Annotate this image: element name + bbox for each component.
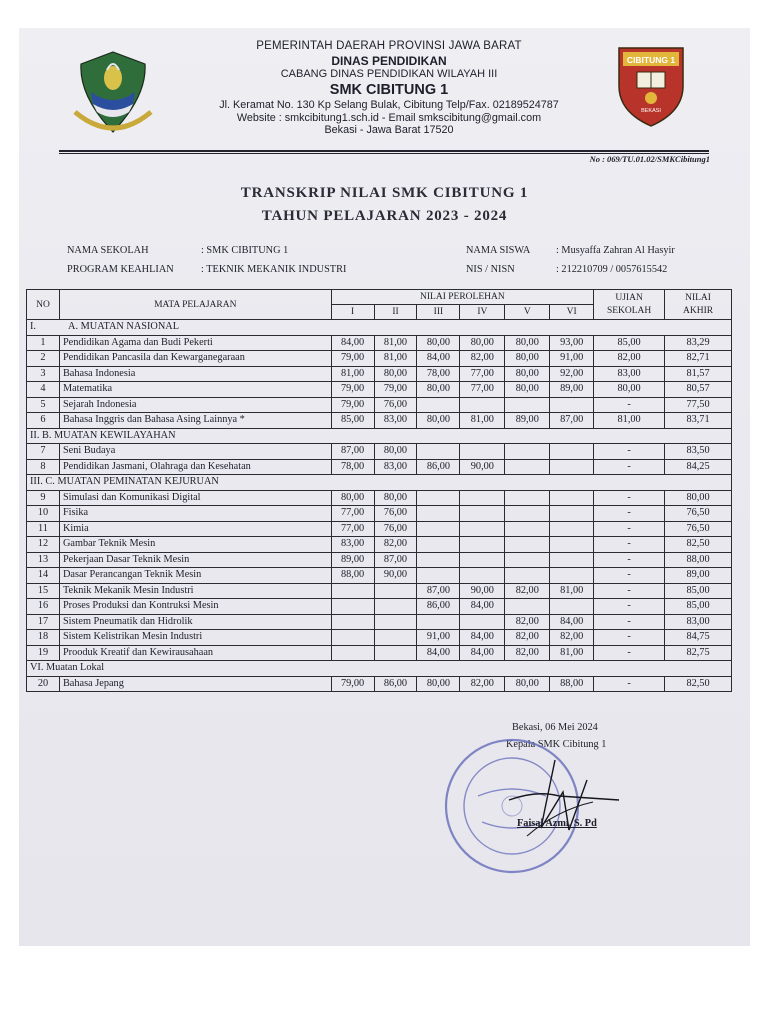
header-final-score-line1: NILAI — [685, 292, 711, 303]
semester-score: 80,00 — [505, 382, 550, 398]
section-name: Muatan Lokal — [46, 662, 105, 674]
subject-name: Pendidikan Pancasila dan Kewarganegaraan — [59, 351, 331, 367]
semester-score — [550, 552, 594, 568]
semester-score: 81,00 — [374, 335, 417, 351]
document-page — [19, 28, 750, 946]
semester-score: 81,00 — [550, 645, 594, 661]
header-scores: NILAI PEROLEHAN — [331, 290, 594, 305]
section-code: II. B. — [30, 429, 52, 441]
table-row — [27, 366, 732, 382]
semester-score — [550, 568, 594, 584]
section-header-row — [27, 428, 732, 444]
semester-score — [505, 521, 550, 537]
school-exam-score: - — [594, 645, 665, 661]
semester-score — [505, 537, 550, 553]
semester-score: 82,00 — [505, 630, 550, 646]
semester-score — [417, 444, 460, 460]
semester-score: 84,00 — [460, 599, 505, 615]
semester-score — [374, 614, 417, 630]
section-title — [27, 428, 732, 444]
semester-score: 87,00 — [417, 583, 460, 599]
semester-score: 79,00 — [331, 676, 374, 692]
row-number: 17 — [27, 614, 60, 630]
semester-score: 89,00 — [550, 382, 594, 398]
school-exam-score: - — [594, 583, 665, 599]
header-subject: MATA PELAJARAN — [59, 290, 331, 320]
school-exam-score: - — [594, 521, 665, 537]
letterhead — [169, 40, 609, 137]
semester-score: 84,00 — [331, 335, 374, 351]
semester-score: 80,00 — [374, 490, 417, 506]
semester-score: 82,00 — [460, 676, 505, 692]
final-score: 76,50 — [665, 506, 732, 522]
final-score: 88,00 — [665, 552, 732, 568]
semester-score: 81,00 — [331, 366, 374, 382]
semester-score — [460, 444, 505, 460]
table-row — [27, 459, 732, 475]
semester-score: 78,00 — [331, 459, 374, 475]
semester-score — [550, 397, 594, 413]
school-exam-score: 83,00 — [594, 366, 665, 382]
semester-score: 80,00 — [460, 335, 505, 351]
row-number: 5 — [27, 397, 60, 413]
subject-name: Matematika — [59, 382, 331, 398]
table-row — [27, 351, 732, 367]
semester-score: 83,00 — [374, 459, 417, 475]
semester-score: 87,00 — [331, 444, 374, 460]
semester-score — [550, 444, 594, 460]
semester-score — [331, 583, 374, 599]
row-number: 6 — [27, 413, 60, 429]
semester-score — [550, 490, 594, 506]
school-exam-score: 82,00 — [594, 351, 665, 367]
section-code: III. C. — [30, 476, 55, 488]
semester-score — [505, 552, 550, 568]
semester-score: 82,00 — [505, 614, 550, 630]
subject-name: Teknik Mekanik Mesin Industri — [59, 583, 331, 599]
row-number: 7 — [27, 444, 60, 460]
semester-score: 79,00 — [331, 397, 374, 413]
semester-score — [460, 568, 505, 584]
semester-score: 86,00 — [417, 459, 460, 475]
school-exam-score: - — [594, 552, 665, 568]
row-number: 4 — [27, 382, 60, 398]
table-row — [27, 397, 732, 413]
semester-score: 83,00 — [374, 413, 417, 429]
school-exam-score: 85,00 — [594, 335, 665, 351]
school-exam-score: - — [594, 506, 665, 522]
semester-score — [460, 537, 505, 553]
final-score: 85,00 — [665, 583, 732, 599]
student-info — [464, 240, 677, 280]
semester-score: 80,00 — [505, 351, 550, 367]
semester-score — [550, 459, 594, 475]
letterhead-city: Bekasi - Jawa Barat 17520 — [324, 124, 454, 137]
table-row — [27, 382, 732, 398]
semester-score: 93,00 — [550, 335, 594, 351]
final-score: 82,71 — [665, 351, 732, 367]
table-row — [27, 676, 732, 692]
header-final-score-line2: AKHIR — [682, 305, 714, 316]
semester-score: 88,00 — [331, 568, 374, 584]
semester-score: 82,00 — [505, 645, 550, 661]
header-school-exam-line2: SEKOLAH — [606, 305, 652, 316]
school-exam-score: - — [594, 537, 665, 553]
header-semester: II — [374, 305, 417, 320]
semester-score: 80,00 — [331, 490, 374, 506]
section-code: VI. — [30, 662, 44, 674]
program-value: : TEKNIK MEKANIK INDUSTRI — [201, 264, 347, 275]
table-row — [27, 630, 732, 646]
semester-score: 91,00 — [417, 630, 460, 646]
semester-score: 84,00 — [417, 645, 460, 661]
final-score: 85,00 — [665, 599, 732, 615]
school-name-value: : SMK CIBITUNG 1 — [201, 245, 289, 256]
final-score: 83,50 — [665, 444, 732, 460]
header-school-exam — [594, 290, 665, 320]
table-row — [27, 335, 732, 351]
school-name-label: NAMA SEKOLAH — [67, 245, 149, 256]
table-row — [27, 645, 732, 661]
letterhead-website: Website : smkcibitung1.sch.id - Email smkscibitung@gmail.com — [236, 111, 542, 124]
subject-name: Sejarah Indonesia — [59, 397, 331, 413]
semester-score — [374, 645, 417, 661]
semester-score — [505, 599, 550, 615]
school-info — [65, 240, 348, 280]
section-code: I. — [30, 321, 37, 333]
row-number: 19 — [27, 645, 60, 661]
semester-score — [460, 490, 505, 506]
school-exam-score: - — [594, 568, 665, 584]
row-number: 3 — [27, 366, 60, 382]
semester-score: 84,00 — [460, 645, 505, 661]
semester-score — [505, 490, 550, 506]
grades-body — [27, 320, 732, 692]
header-semester: I — [331, 305, 374, 320]
semester-score: 84,00 — [550, 614, 594, 630]
row-number: 11 — [27, 521, 60, 537]
school-exam-score: 81,00 — [594, 413, 665, 429]
semester-score: 80,00 — [374, 366, 417, 382]
semester-score: 79,00 — [331, 351, 374, 367]
final-score: 76,50 — [665, 521, 732, 537]
semester-score: 76,00 — [374, 506, 417, 522]
semester-score — [331, 630, 374, 646]
school-exam-score: - — [594, 614, 665, 630]
semester-score — [505, 568, 550, 584]
document-number: No : 069/TU.01.02/SMKCibitung1 — [589, 154, 710, 164]
semester-score: 79,00 — [374, 382, 417, 398]
letterhead-school-name: SMK CIBITUNG 1 — [329, 81, 449, 98]
letterhead-divider — [59, 150, 709, 152]
semester-score: 77,00 — [460, 366, 505, 382]
subject-name: Sistem Pneumatik dan Hidrolik — [59, 614, 331, 630]
semester-score — [550, 537, 594, 553]
semester-score: 86,00 — [374, 676, 417, 692]
semester-score — [460, 397, 505, 413]
grades-table — [26, 289, 732, 692]
final-score: 89,00 — [665, 568, 732, 584]
subject-name: Kimia — [59, 521, 331, 537]
semester-score: 82,00 — [374, 537, 417, 553]
table-row — [27, 568, 732, 584]
program-label: PROGRAM KEAHLIAN — [67, 264, 174, 275]
header-semester: III — [417, 305, 460, 320]
semester-score — [550, 506, 594, 522]
subject-name: Bahasa Inggris dan Bahasa Asing Lainnya * — [59, 413, 331, 429]
semester-score: 80,00 — [417, 413, 460, 429]
semester-score — [550, 599, 594, 615]
subject-name: Seni Budaya — [59, 444, 331, 460]
table-row — [27, 444, 732, 460]
semester-score: 87,00 — [550, 413, 594, 429]
semester-score — [417, 614, 460, 630]
semester-score — [417, 521, 460, 537]
semester-score: 90,00 — [374, 568, 417, 584]
row-number: 12 — [27, 537, 60, 553]
row-number: 16 — [27, 599, 60, 615]
subject-name: Pendidikan Agama dan Budi Pekerti — [59, 335, 331, 351]
semester-score — [374, 599, 417, 615]
semester-score: 87,00 — [374, 552, 417, 568]
final-score: 84,75 — [665, 630, 732, 646]
row-number: 20 — [27, 676, 60, 692]
header-semester: VI — [550, 305, 594, 320]
school-shield-logo — [615, 42, 687, 128]
header-school-exam-line1: UJIAN — [615, 292, 643, 303]
final-score: 82,50 — [665, 676, 732, 692]
final-score: 77,50 — [665, 397, 732, 413]
semester-score: 80,00 — [374, 444, 417, 460]
semester-score: 81,00 — [374, 351, 417, 367]
semester-score: 89,00 — [331, 552, 374, 568]
school-exam-score: - — [594, 630, 665, 646]
school-exam-score: - — [594, 599, 665, 615]
table-row — [27, 614, 732, 630]
semester-score: 76,00 — [374, 521, 417, 537]
document-subtitle: TAHUN PELAJARAN 2023 - 2024 — [261, 208, 508, 224]
subject-name: Simulasi dan Komunikasi Digital — [59, 490, 331, 506]
row-number: 10 — [27, 506, 60, 522]
final-score: 82,50 — [665, 537, 732, 553]
semester-score: 90,00 — [460, 459, 505, 475]
semester-score: 80,00 — [417, 382, 460, 398]
semester-score — [550, 521, 594, 537]
logo-city-text: BEKASI — [641, 108, 661, 114]
semester-score: 86,00 — [417, 599, 460, 615]
west-java-emblem-logo — [71, 48, 155, 138]
semester-score: 82,00 — [550, 630, 594, 646]
table-row — [27, 490, 732, 506]
semester-score — [505, 444, 550, 460]
semester-score: 80,00 — [505, 366, 550, 382]
semester-score — [417, 537, 460, 553]
subject-name: Pekerjaan Dasar Teknik Mesin — [59, 552, 331, 568]
semester-score: 80,00 — [417, 335, 460, 351]
row-number: 1 — [27, 335, 60, 351]
table-row — [27, 537, 732, 553]
semester-score — [505, 459, 550, 475]
final-score: 83,29 — [665, 335, 732, 351]
semester-score — [331, 614, 374, 630]
semester-score — [460, 521, 505, 537]
table-row — [27, 413, 732, 429]
row-number: 14 — [27, 568, 60, 584]
school-exam-score: 80,00 — [594, 382, 665, 398]
school-exam-score: - — [594, 397, 665, 413]
letterhead-branch: CABANG DINAS PENDIDIKAN WILAYAH III — [280, 67, 498, 80]
semester-score — [331, 645, 374, 661]
semester-score: 90,00 — [460, 583, 505, 599]
student-name-value: : Musyaffa Zahran Al Hasyir — [556, 245, 675, 256]
semester-score: 80,00 — [505, 676, 550, 692]
semester-score — [460, 552, 505, 568]
header-no: NO — [27, 290, 60, 320]
semester-score: 80,00 — [505, 335, 550, 351]
header-semester: V — [505, 305, 550, 320]
section-title — [27, 320, 732, 336]
semester-score: 92,00 — [550, 366, 594, 382]
table-row — [27, 583, 732, 599]
school-exam-score: - — [594, 444, 665, 460]
nis-label: NIS / NISN — [466, 264, 515, 275]
row-number: 15 — [27, 583, 60, 599]
document-title: TRANSKRIP NILAI SMK CIBITUNG 1 — [240, 185, 529, 201]
school-exam-score: - — [594, 490, 665, 506]
final-score: 82,75 — [665, 645, 732, 661]
signatory-name: Faisal Azmi, S. Pd — [517, 818, 597, 829]
semester-score: 84,00 — [460, 630, 505, 646]
semester-score — [417, 397, 460, 413]
school-exam-score: - — [594, 459, 665, 475]
row-number: 9 — [27, 490, 60, 506]
row-number: 13 — [27, 552, 60, 568]
semester-score: 82,00 — [460, 351, 505, 367]
semester-score — [505, 506, 550, 522]
semester-score — [460, 614, 505, 630]
table-row — [27, 599, 732, 615]
semester-score — [417, 490, 460, 506]
semester-score: 81,00 — [460, 413, 505, 429]
semester-score: 83,00 — [331, 537, 374, 553]
semester-score — [417, 568, 460, 584]
subject-name: Gambar Teknik Mesin — [59, 537, 331, 553]
semester-score — [417, 552, 460, 568]
section-name: MUATAN PEMINATAN KEJURUAN — [57, 476, 219, 488]
subject-name: Fisika — [59, 506, 331, 522]
section-title — [27, 475, 732, 491]
letterhead-department: DINAS PENDIDIKAN — [331, 53, 447, 68]
final-score: 80,00 — [665, 490, 732, 506]
header-final-score — [665, 290, 732, 320]
logo-school-text: CIBITUNG 1 — [626, 55, 676, 65]
subject-name: Bahasa Jepang — [59, 676, 331, 692]
final-score: 80,57 — [665, 382, 732, 398]
semester-score: 85,00 — [331, 413, 374, 429]
letterhead-address: Jl. Keramat No. 130 Kp Selang Bulak, Cibitung Telp/Fax. 02189524787 — [219, 98, 559, 111]
semester-score — [374, 630, 417, 646]
letterhead-government: PEMERINTAH DAERAH PROVINSI JAWA BARAT — [256, 40, 522, 52]
header-semester: IV — [460, 305, 505, 320]
school-exam-score: - — [594, 676, 665, 692]
semester-score: 77,00 — [331, 521, 374, 537]
semester-score: 77,00 — [460, 382, 505, 398]
semester-score: 81,00 — [550, 583, 594, 599]
semester-score: 78,00 — [417, 366, 460, 382]
semester-score: 76,00 — [374, 397, 417, 413]
semester-score — [460, 506, 505, 522]
section-title — [27, 661, 732, 677]
semester-score: 79,00 — [331, 382, 374, 398]
signature-place-date: Bekasi, 06 Mei 2024 — [512, 722, 598, 733]
section-header-row — [27, 320, 732, 336]
semester-score — [505, 397, 550, 413]
section-name: A. MUATAN NASIONAL — [68, 321, 180, 333]
final-score: 84,25 — [665, 459, 732, 475]
semester-score: 77,00 — [331, 506, 374, 522]
final-score: 83,00 — [665, 614, 732, 630]
row-number: 8 — [27, 459, 60, 475]
subject-name: Dasar Perancangan Teknik Mesin — [59, 568, 331, 584]
row-number: 18 — [27, 630, 60, 646]
section-name: MUATAN KEWILAYAHAN — [54, 429, 176, 441]
final-score: 81,57 — [665, 366, 732, 382]
subject-name: Prooduk Kreatif dan Kewirausahaan — [59, 645, 331, 661]
semester-score: 88,00 — [550, 676, 594, 692]
subject-name: Pendidikan Jasmani, Olahraga dan Kesehatan — [59, 459, 331, 475]
table-row — [27, 506, 732, 522]
subject-name: Bahasa Indonesia — [59, 366, 331, 382]
semester-score — [374, 583, 417, 599]
semester-score: 80,00 — [417, 676, 460, 692]
semester-score — [417, 506, 460, 522]
semester-score: 91,00 — [550, 351, 594, 367]
signature-position: Kepala SMK Cibitung 1 — [506, 739, 607, 750]
subject-name: Sistem Kelistrikan Mesin Industri — [59, 630, 331, 646]
semester-score: 89,00 — [505, 413, 550, 429]
subject-name: Proses Produksi dan Kontruksi Mesin — [59, 599, 331, 615]
section-header-row — [27, 475, 732, 491]
section-header-row — [27, 661, 732, 677]
semester-score — [331, 599, 374, 615]
student-name-label: NAMA SISWA — [466, 245, 531, 256]
nis-value: : 212210709 / 0057615542 — [556, 264, 668, 275]
final-score: 83,71 — [665, 413, 732, 429]
table-row — [27, 552, 732, 568]
table-row — [27, 521, 732, 537]
row-number: 2 — [27, 351, 60, 367]
semester-score: 82,00 — [505, 583, 550, 599]
semester-score: 84,00 — [417, 351, 460, 367]
